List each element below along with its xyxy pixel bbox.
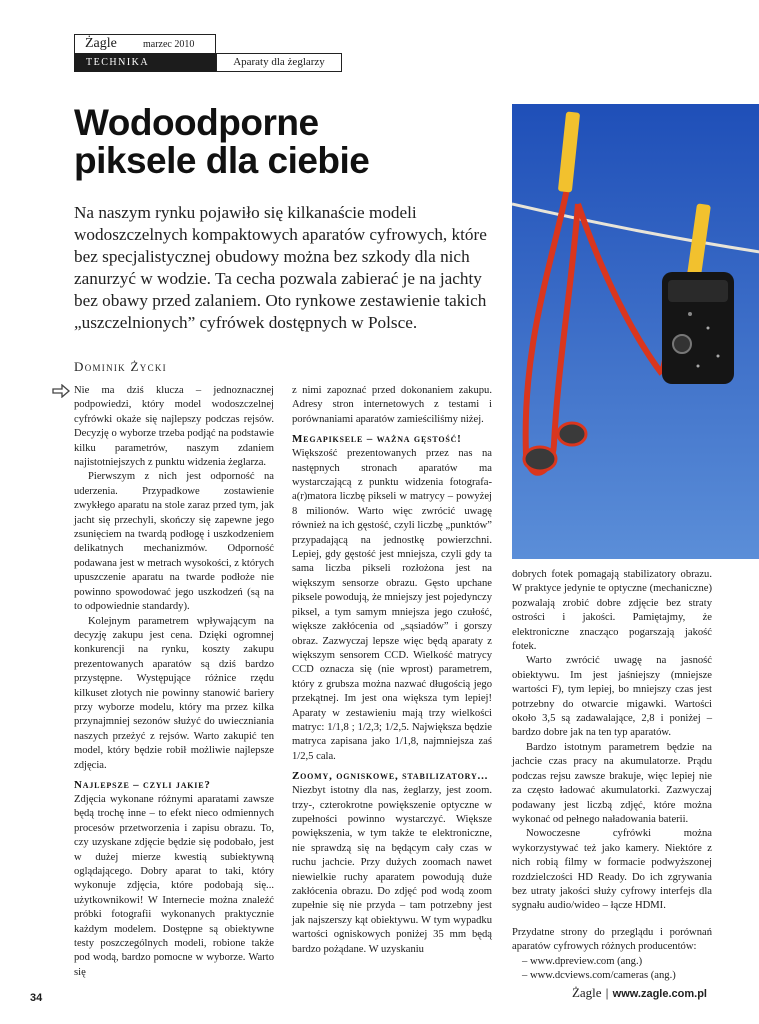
link-item[interactable]: – www.dcviews.com/cameras (ang.): [522, 969, 676, 981]
camera-top-panel: [668, 280, 728, 302]
arrow-right-icon: [52, 384, 70, 398]
subheading: Megapiksele – ważna gęstość!: [292, 433, 462, 446]
link-list: [512, 955, 712, 984]
topic-label: Aparaty dla żeglarzy: [216, 53, 342, 72]
title-line-2: piksele dla ciebie: [74, 140, 370, 181]
article-title: [74, 104, 494, 180]
column-1: [74, 384, 274, 980]
paragraph: Większość prezentowanych przez nas na następnych stronach aparatów ma wystarczającą z punktu widzenia fotografa-a(r)matora liczbę pikseli w matrycy – powyżej 8 milionów. Warto więc zwrócić uwagę również na ich gęstość, czyli liczbę „punktów” przypadającą na jednostkę powierzchni. Lepiej, gdy gęstość jest mniejsza, czyli gdy ta sama liczba pikseli rozłożona jest na większym sensorze obrazu. Gęsto upchane piksele powodują, że mniejszy jest pojedynczy piksel, a tym samym mniejsza jego czułość, większe zakłócenia od „sąsiadów” i gorszy obraz. Zazwyczaj lepsze więc będą aparaty z większym sensorem CCD. Wielkość matrycy CCD oznacza się (nie wprost) parametrem, który z grubsza można nazwać długością jego przekątnej. Im jest ona większa tym lepiej! Aparaty w zestawieniu mają trzy wielkości matryc: 1/1,8 ; 1/2,3; 1/2,5. Największa będzie matryca zapisana jako 1/1,8, najmniejsza zaś 1/2,5 cala.: [292, 448, 492, 762]
paragraph: Bardzo istotnym parametrem będzie na jachcie czas pracy na akumulatorze. Prądu podczas rejsu zawsze brakuje, więc lepiej nie za często ładować akumulatorki. Zazwyczaj podawany jest liczbą zdjęć, które można wykonać od pełnego naładowania baterii.: [512, 741, 712, 825]
paragraph: Zdjęcia wykonane różnymi aparatami zawsze będą trochę inne – to efekt nieco odmiennych procesów przetworzenia i zapisu obrazu. To, czy uzyskane zdjęcie będzie się podobało, jest w dużej mierze kwestią subiektywną oglądającego. Dobry aparat to taki, który wykonuje zdjęcia, które podobają się... użytkownikowi! W Internecie można znaleźć próbki fotografii wykonanych praktycznie każdym modelem. Dostępne są obiektywne testy poszczególnych modeli, robione także pod wodą, bardzo pomocne w wyborze. Warto się: [74, 793, 274, 978]
magazine-name: Żagle: [85, 36, 117, 51]
title-line-1: Wodoodporne: [74, 102, 319, 143]
section-label: TECHNIKA: [74, 53, 216, 72]
link-item[interactable]: – www.dpreview.com (ang.): [522, 955, 643, 967]
goggle-lens-2: [558, 423, 586, 445]
footer-magazine: Żagle: [571, 985, 602, 1000]
page-number: 34: [30, 992, 43, 1004]
subheading: Najlepsze – czyli jakie?: [74, 778, 211, 791]
paragraph: Pierwszym z nich jest odporność na uderzenia. Przypadkowe zostawienie zwykłego aparatu na stole zaraz przed tym, jak jacht się przechyli, skończy się zapewne jego zsunięciem na twardą podłogę i uszkodzeniem delikatnych mechanizmów. Odporność podawana jest w metrach wysokości, z których upuszczenie aparatu na twarde podłoże nie powinno spowodować jego uszkodzeń (są na to odpowiednie standardy).: [74, 471, 274, 613]
page-footer: [572, 985, 707, 1001]
column-2: [292, 384, 492, 957]
article-lead: Na naszym rynku pojawiło się kilkanaście modeli wodoszczelnych kompaktowych aparatów cyfrowych, które bez specjalistycznej obudowy można bez szkody dla nich zanurzyć w wodzie. Ta cecha pozwala zabierać je na jachty bez obawy przed zalaniem. Oto rynkowe zestawienie takich „uszczelnionych” cyfrówek dostępnych w Polsce.: [74, 203, 487, 332]
subheading: Zoomy, ogniskowe, stabilizatory...: [292, 770, 489, 783]
paragraph: Nowoczesne cyfrówki można wykorzystywać też jako kamery. Niektóre z nich robią filmy w formacie podwyższonej rozdzielczości HD Ready. Do ich zgrywania bez utraty jakości służy cyfrowy interfejs dla sygnału audio/wideo – łącze HDMI.: [512, 828, 712, 912]
footer-url[interactable]: www.zagle.com.pl: [612, 988, 707, 1000]
footer-separator: |: [605, 986, 609, 1000]
paragraph: Przydatne strony do przeglądu i porównań aparatów cyfrowych różnych producentów:: [512, 926, 712, 953]
camera-on-clothesline-photo: [512, 104, 759, 559]
paragraph: z nimi zapoznać przed dokonaniem zakupu. Adresy stron internetowych z testami i porównaniami aparatów zamieściliśmy niżej.: [292, 385, 492, 425]
article-author: Dominik Życki: [74, 359, 167, 374]
issue-date: marzec 2010: [143, 39, 195, 50]
column-3: [512, 568, 712, 983]
paragraph: dobrych fotek pomagają stabilizatory obrazu. W praktyce jedynie te optyczne (mechaniczne) pozwalają zrobić dobre zdjęcie bez straty ostrości i jakości. Pamiętajmy, że elektroniczne znacząco pogarszają jakość fotek.: [512, 569, 712, 653]
section-header: [74, 34, 342, 72]
masthead-box: [74, 34, 216, 53]
goggle-lens-1: [524, 447, 556, 471]
paragraph: Kolejnym parametrem wpływającym na decyzję zakupu jest cena. Dzięki ogromnej konkurencji na rynku, koszty zakupu prezentowanych aparatów są dziś bardzo przystępne. Występujące różnice rzędu kilkuset złotych nie powinny stanowić bariery przy wyborze modelu, który ma przez kilka przynajmniej sezonów służyć do uwieczniania naszych przeżyć z rejsów. Warto zakupić ten model, który będzie robił możliwie najlepsze zdjęcia.: [74, 615, 274, 771]
paragraph: Niezbyt istotny dla nas, żeglarzy, jest zoom. trzy-, czterokrotne powiększenie optyczne w zupełności powinno wystarczyć. Większe powiększenia, w tym także te elektroniczne, nie sprawdzą się na będącym cały czas w ruchu jachcie. Przy dużych zoomach nawet niewielkie ruchy aparatem powodują duże zakłócenia obrazu. Do zdjęć pod wodą zoom zupełnie się nie przyda – tam potrzebny jest jak najszerszy kąt obiektywu. W tym wypadku wartości ogniskowych poniżej 35 mm będą bardzo pożądane. W uzyskaniu: [292, 785, 492, 955]
paragraph: Nie ma dziś klucza – jednoznacznej podpowiedzi, który model wodoszczelnej cyfrówki okaże się najlepszy podczas rejsów. Decyzję o wyborze trzeba podjąć na podstawie kilku parametrów, naszym zdaniem najistotniejszych z punktu widzenia żeglarza.: [74, 385, 274, 469]
camera-lens: [673, 335, 691, 353]
paragraph: Warto zwrócić uwagę na jasność obiektywu. Im jest jaśniejszy (mniejsze wartości F), tym lepiej, bo mniejszy czas jest potrzebny do otwarcie migawki. Wartości około 3,5 są zadawalające, 2,8 i poniżej – bardzo dobre jak na ten typ aparatów.: [512, 655, 712, 739]
photo-illustration: [512, 104, 759, 559]
